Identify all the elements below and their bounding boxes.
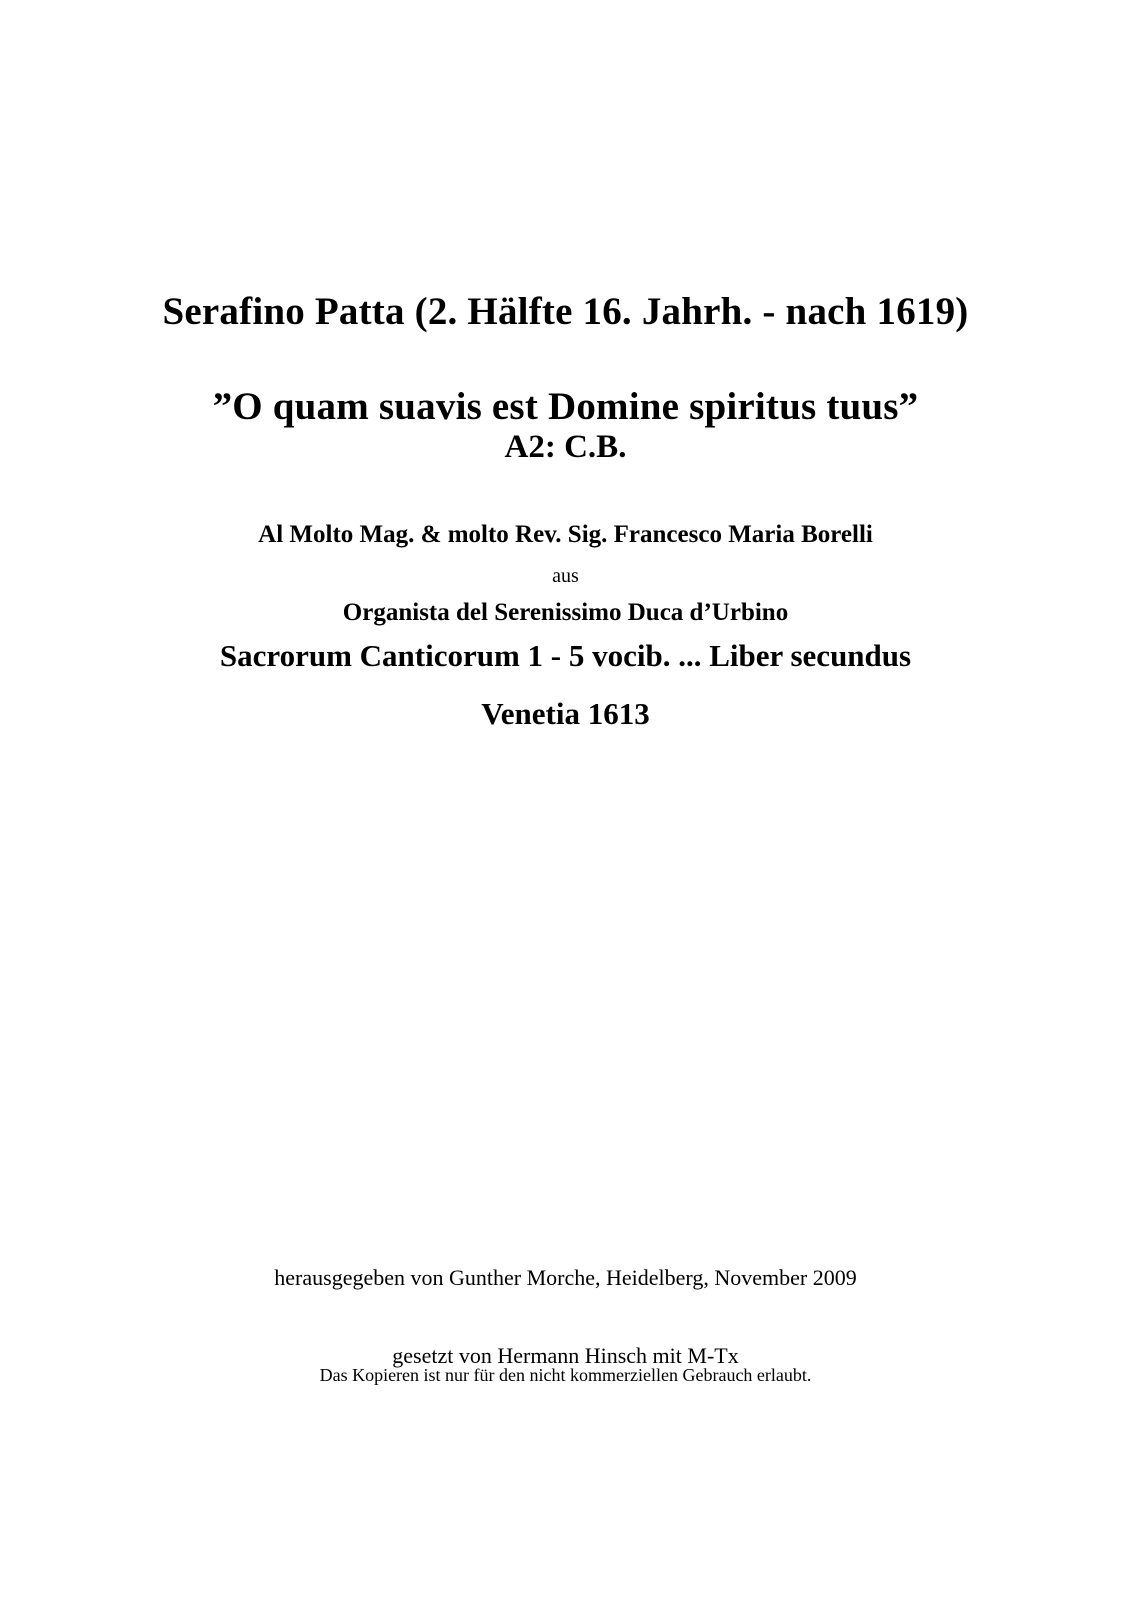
imprint-line: Venetia 1613: [481, 696, 650, 731]
edition-credits-block: [0, 1213, 1131, 1421]
work-title: ”O quam suavis est Domine spiritus tuus”: [212, 385, 919, 428]
scoring-label: A2: C.B.: [504, 429, 627, 465]
source-connector-label: aus: [552, 565, 579, 587]
typesetter-credit-line: gesetzt von Hermann Hinsch mit M-Tx: [392, 1343, 739, 1368]
license-note: Das Kopieren ist nur für den nicht kommerziellen Gebrauch erlaubt.: [319, 1365, 812, 1385]
dedication-line-2: Organista del Serenissimo Duca d’Urbino: [342, 599, 789, 626]
composer-heading: Serafino Patta (2. Hälfte 16. Jahrh. - nach 1619): [162, 290, 969, 333]
dedication-line-1: Al Molto Mag. & molto Rev. Sig. Francesco Maria Borelli: [258, 521, 873, 548]
collection-title: Sacrorum Canticorum 1 - 5 vocib. ... Liber secundus: [219, 638, 912, 673]
editor-credit-line: herausgegeben von Gunther Morche, Heidelberg, November 2009: [274, 1265, 857, 1290]
